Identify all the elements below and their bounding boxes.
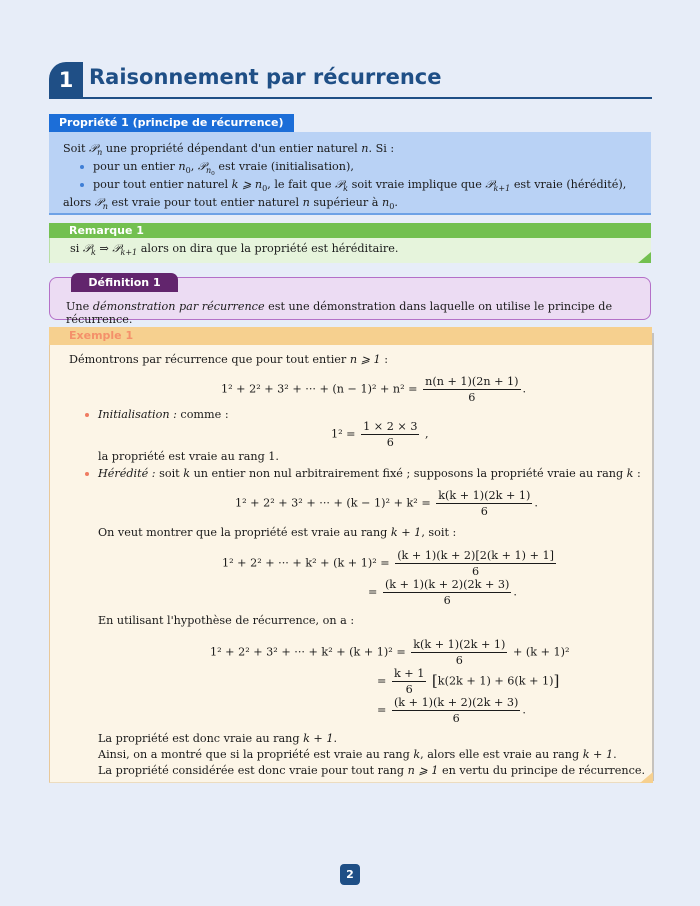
definition-title: Définition 1: [71, 273, 178, 292]
section-title: Raisonnement par récurrence: [89, 65, 442, 89]
final-line-3: La propriété considérée est donc vraie pour tout rang n ⩾ 1 en vertu du principe de récurrence.: [98, 764, 646, 777]
section-number: 1: [49, 62, 83, 97]
example-box: [49, 345, 652, 783]
definition-term: démonstration par récurrence: [92, 300, 265, 313]
heredite-line: Hérédité : soit k un entier non nul arbitrairement fixé ; supposons la propriété vraie au rang k :: [98, 467, 641, 480]
example-corner-fold: [640, 772, 653, 783]
property-list: [63, 158, 637, 194]
proof-equation-3: = $\frac{(k + 1)(k + 2)(2k + 3)}{6}$ .: [377, 696, 526, 725]
remark-title: Remarque 1: [49, 223, 651, 238]
example-shadow: [652, 333, 654, 781]
property-box: [49, 132, 651, 215]
remark-corner-fold: [638, 252, 651, 263]
property-intro: Soit 𝒫$_n$ une propriété dépendant d'un entier naturel n. Si :: [63, 142, 395, 157]
example-intro: Démontrons par récurrence que pour tout entier n ⩾ 1 :: [69, 353, 388, 366]
goal-line: On veut montrer que la propriété est vraie au rang k + 1, soit :: [98, 526, 457, 539]
equation-main: 1² + 2² + 3² + ··· + (n − 1)² + n² = $\frac{n(n + 1)(2n + 1)}{6}$ .: [221, 375, 527, 404]
bullet-heredite: [85, 472, 89, 476]
final-line-1: La propriété est donc vraie au rang k + 1.: [98, 732, 338, 745]
property-item-initialisation: pour un entier $n_0$, 𝒫$_{n_0}$ est vraie (initialisation),: [93, 158, 637, 176]
final-line-2: Ainsi, on a montré que si la propriété est vraie au rang k, alors elle est vraie au rang k + 1.: [98, 748, 617, 761]
proof-equation-1: 1² + 2² + 3² + ··· + k² + (k + 1)² = $\frac{k(k + 1)(2k + 1)}{6}$ + (k + 1)²: [210, 638, 570, 667]
initialisation-equation: 1² = $\frac{1 \times 2 \times 3}{6}$ ,: [331, 420, 429, 449]
using-hypothesis-line: En utilisant l'hypothèse de récurrence, on a :: [98, 614, 355, 627]
heredite-hypothesis-equation: 1² + 2² + 3² + ··· + (k − 1)² + k² = $\frac{k(k + 1)(2k + 1)}{6}$ .: [235, 489, 538, 518]
section-heading: [49, 62, 652, 98]
goal-equation-2: = $\frac{(k + 1)(k + 2)(2k + 3)}{6}$ .: [368, 578, 517, 607]
section-rule: [49, 97, 652, 99]
goal-equation-1: 1² + 2² + ··· + k² + (k + 1)² = $\frac{(k + 1)(k + 2)[2(k + 1) + 1]}{6}$: [222, 549, 554, 578]
property-item-heredite: pour tout entier naturel k ⩾ $n_0$, le fait que 𝒫$_k$ soit vraie implique que 𝒫$_{k+1}$ est vraie (hérédité),: [93, 176, 637, 194]
page-number: 2: [340, 864, 360, 885]
bullet-initialisation: [85, 413, 89, 417]
remark-box: si 𝒫$_k$ ⇒ 𝒫$_{k+1}$ alors on dira que la propriété est héréditaire.: [49, 238, 651, 263]
definition-box: Une démonstration par récurrence est une démonstration dans laquelle on utilise le principe de récurrence.: [49, 277, 651, 320]
proof-equation-2: = $\frac{k + 1}{6}$ [k(2k + 1) + 6(k + 1)]: [377, 667, 560, 696]
property-title: Propriété 1 (principe de récurrence): [49, 114, 294, 132]
property-conclusion: alors 𝒫$_n$ est vraie pour tout entier naturel n supérieur à $n_0$.: [63, 196, 398, 211]
example-title: Exemple 1: [49, 327, 652, 345]
initialisation-conclusion: la propriété est vraie au rang 1.: [98, 450, 279, 463]
initialisation-line: Initialisation : comme :: [98, 408, 229, 421]
